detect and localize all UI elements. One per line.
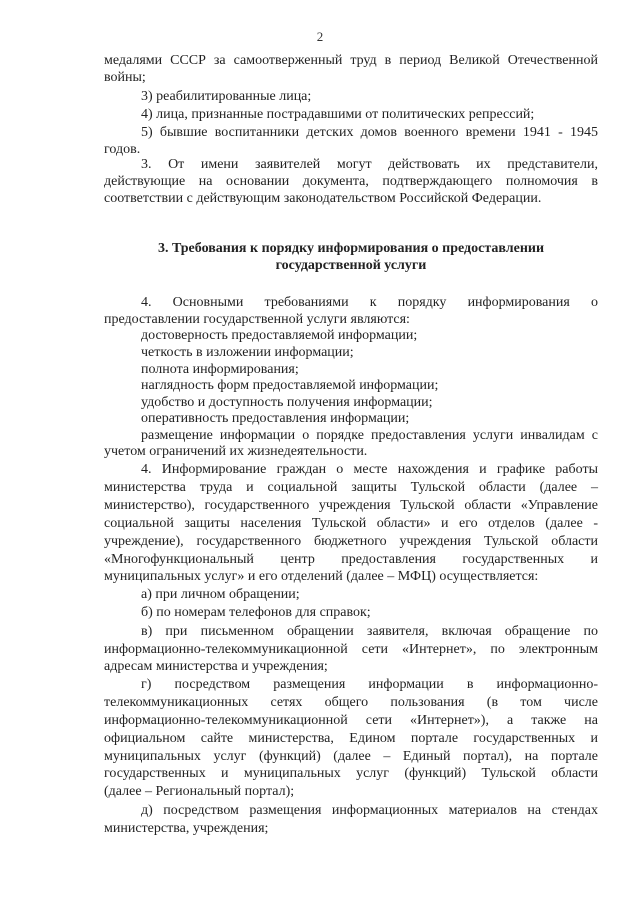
paragraph-line: государственных и муниципальных услуг (функций) Тульской области [104,766,598,781]
text-line: войны; [104,70,146,85]
paragraph-line: учетом ограничений их жизнедеятельности. [104,444,368,459]
paragraph-line: (далее – Региональный портал); [104,784,295,799]
paragraph-line: 3. От имени заявителей могут действовать их представители, [141,157,598,172]
paragraph-line: министерство), государственного учреждения Тульской области «Управление [104,498,598,513]
list-item: 3) реабилитированные лица; [141,89,312,104]
paragraph-line: 4. Основными требованиями к порядку информирования о [141,295,598,310]
paragraph-line: соответствии с действующим законодательством Российской Федерации. [104,191,542,206]
page-number: 2 [316,29,324,44]
paragraph-line: учреждение), государственного бюджетного учреждения Тульской области [104,534,598,549]
list-item: 5) бывшие воспитанники детских домов военного времени 1941 - 1945 [141,125,598,140]
list-item: размещение информации о порядке предоставления услуги инвалидам с [141,428,598,443]
text-line: медалями СССР за самоотверженный труд в период Великой Отечественной [104,53,598,68]
list-item: в) при письменном обращении заявителя, включая обращение по [141,624,598,639]
paragraph-line: муниципальных услуг» и его отделений (далее – МФЦ) осуществляется: [104,569,539,584]
list-item: достоверность предоставляемой информации; [141,328,418,343]
paragraph-line: информационно-телекоммуникационной сети «Интернет», по электронным [104,642,598,657]
list-item: удобство и доступность получения информации; [141,395,433,410]
section-heading: государственной услуги [275,258,427,273]
list-item: д) посредством размещения информационных материалов на стендах [141,803,598,818]
list-item: полнота информирования; [141,362,299,377]
section-heading: 3. Требования к порядку информирования о предоставлении [157,241,545,256]
paragraph-line: 4. Информирование граждан о месте нахождения и графике работы [141,462,598,477]
list-item: четкость в изложении информации; [141,345,354,360]
paragraph-line: действующие на основании документа, подтверждающего полномочия в [104,174,598,189]
paragraph-line: информационно-телекоммуникационной сети «Интернет»), а также на [104,713,598,728]
list-item: г) посредством размещения информации в информационно- [141,677,598,692]
paragraph-line: адресам министерства и учреждения; [104,659,328,674]
text-line: годов. [104,142,141,157]
list-item: 4) лица, признанные пострадавшими от политических репрессий; [141,107,535,122]
paragraph-line: телекоммуникационных сетях общего пользования (в том числе [104,695,598,710]
paragraph-line: министерства труда и социальной защиты Тульской области (далее – [104,480,598,495]
paragraph-line: социальной защиты населения Тульской области» и его отделов (далее - [104,516,598,531]
paragraph-line: официальном сайте министерства, Едином портале государственных и [104,731,598,746]
paragraph-line: предоставлении государственной услуги являются: [104,312,410,327]
list-item: а) при личном обращении; [141,587,300,602]
paragraph-line: «Многофункциональный центр предоставления государственных и [104,552,598,567]
list-item: наглядность форм предоставляемой информации; [141,378,439,393]
paragraph-line: министерства, учреждения; [104,821,269,836]
paragraph-line: муниципальных услуг (функций) (далее – Единый портал), на портале [104,749,598,764]
list-item: оперативность предоставления информации; [141,411,410,426]
list-item: б) по номерам телефонов для справок; [141,605,371,620]
